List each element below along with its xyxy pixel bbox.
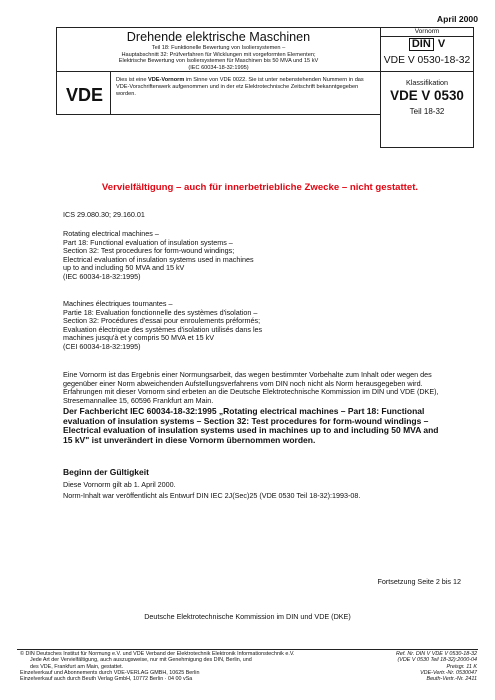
english-title-line: Section 32: Test procedures for form-wound windings; [63,246,235,256]
validity-date: Diese Vornorm gilt ab 1. April 2000. [63,480,176,489]
din-mark [381,38,473,51]
ics-codes: ICS 29.080.30; 29.160.01 [63,210,145,219]
norm-box [380,27,474,72]
french-title-line: Partie 18: Evaluation fonctionnelle des systèmes d'isolation – [63,307,258,317]
title-box [56,27,381,72]
description-prefix: Dies ist eine [116,77,149,83]
vde-logo [63,82,106,106]
norm-divider [381,36,473,37]
english-title-line: (IEC 60034-18-32:1995) [63,271,141,281]
footer-ref-line: Preisgr. 11 K [446,663,477,670]
footer-ref-line: VDE-Vertr.-Nr. 0530047 [420,669,477,676]
classification-number: VDE V 0530 [390,88,464,103]
footer-copyright [20,651,294,682]
footer-line: des VDE, Frankfurt am Main, gestattet. [30,663,124,670]
french-title-line: Machines électriques tournantes – [63,299,173,308]
header-block [56,27,474,148]
classification-box [380,71,474,148]
english-title-line: Electrical evaluation of insulation systems used in machines [63,254,254,264]
issue-date: April 2000 [436,14,478,24]
french-title-line: machines jusqu'à et y compris 50 MVA et 15 kV [63,333,215,343]
vde-logo-text: VDE [65,85,104,105]
committee-name: Deutsche Elektrotechnische Kommission im DIN und VDE (DKE) [144,612,351,621]
classification-label: Klassifikation [406,78,448,87]
footer-line: Einzelverkauf auch durch Beuth Verlag GmbH, 10772 Berlin · 04 00 vSa [20,676,193,683]
footer-ref-line: (VDE V 0530 Teil 18-32):2000-04 [397,657,477,664]
document-title: Drehende elektrische Maschinen [126,30,311,44]
english-title-block [63,230,443,282]
english-title-line: Part 18: Functional evaluation of insulation systems – [63,237,233,247]
description-rest: im Sinne von VDE 0022. Sie ist unter nebenstehenden Nummern in das VDE-Vorschriftenwerk aufgenommen und in der etz Elektrotechnische Zeitschrift bekanntgegeben worden. [116,77,364,98]
subtitle-line: Hauptabschnitt 32: Prüfverfahren für Wicklungen mit vorgeformten Elementen; [121,51,316,58]
description-bold: VDE-Vornorm [148,77,185,83]
copy-warning: Vervielfältigung – auch für innerbetriebliche Zwecke – nicht gestattet. [101,182,419,193]
din-logo: DIN [409,38,434,51]
french-title-block [63,300,443,352]
footer-line: Jede Art der Vervielfältigung, auch auszugsweise, nur mit Genehmigung des DIN, Berlin, und [30,657,252,664]
vde-logo-box [56,71,111,115]
continuation-note: Fortsetzung Seite 2 bis 12 [377,577,461,586]
footer-line: Einzelverkauf und Abonnements durch VDE-VERLAG GMBH, 10625 Berlin [20,669,200,676]
english-title-line: Rotating electrical machines – [63,229,159,238]
description-text [116,77,375,99]
norm-number: VDE V 0530-18-32 [383,55,471,66]
norm-label: Vornorm [414,28,440,35]
french-title-line: Evaluation électrique des systèmes d'isolation utilisés dans les [63,324,263,334]
footer-divider [17,649,478,650]
footer-ref-line: Ref. Nr. DIN V VDE V 0530-18-32 [396,651,477,657]
subtitle-line: Elektrische Bewertung von Isoliersystemen für Maschinen bis 50 MVA und 15 kV [118,58,319,65]
footer-reference [396,651,477,682]
intro-paragraph: Eine Vornorm ist das Ergebnis einer Normungsarbeit, das wegen bestimmter Vorbehalte zum Inhalt oder wegen des gegenüber einer Norm abweichenden Aufstellungsverfahrens vom DIN noch nicht als Norm herausgegeben wird. Erfahrungen mit dieser Vornorm sind erbeten an die Deutsche Elektrotechnische Kommission im DIN und VDE (DKE), Stresemannallee 15, 60596 Frankfurt am Main. [63,370,439,406]
english-title-line: up to and including 50 MVA and 15 kV [63,263,185,273]
classification-part: Teil 18-32 [409,107,445,116]
validity-draft-note: Norm-Inhalt war veröffentlicht als Entwurf DIN IEC 2J(Sec)25 (VDE 0530 Teil 18-32):1993-08. [63,491,361,500]
french-title-line: Section 32: Procédures d'essai pour enroulements préformés; [63,316,261,326]
subtitle-line: Teil 18: Funktionelle Bewertung von Isoliersystemen – [151,45,286,51]
footer-line: © DIN Deutsches Institut für Normung e.V. und VDE Verband der Elektrotechnik Elektronik Informationstechnik e.V. [20,651,295,657]
announcement-paragraph: Der Fachbericht IEC 60034-18-32:1995 „Rotating electrical machines – Part 18: Functional evaluation of insulation systems – Section 32: Test procedures for form-wound windings – Electrical evaluation of insulation systems used in machines up to and including 50 MVA and 15 kV" ist unverändert in diese Vornorm übernommen worden. [63,406,439,446]
din-suffix: V [437,38,446,50]
footer-ref-line: Beuth-Vertr.-Nr. 2411 [426,676,477,683]
french-title-line: (CEI 60034-18-32:1995) [63,341,141,351]
description-box [110,71,381,115]
subtitle-line: (IEC 60034-18-32:1995) [188,64,249,71]
validity-heading: Beginn der Gültigkeit [63,467,149,477]
document-subtitle [61,45,376,71]
